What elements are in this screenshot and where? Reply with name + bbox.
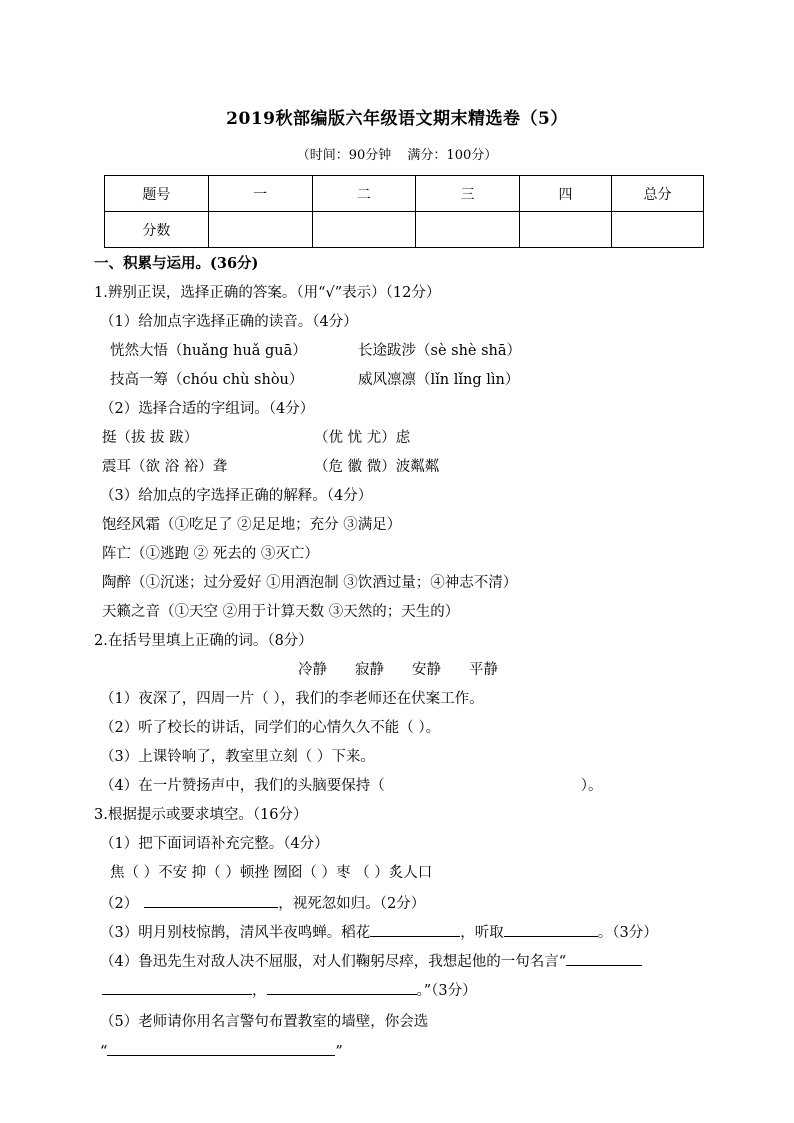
q3-part4-continued xyxy=(102,979,477,1001)
q2-sentence-1: （1）夜深了，四周一片（ ），我们的李老师还在伏案工作。 xyxy=(100,691,484,707)
score-cell[interactable] xyxy=(612,212,704,248)
answer-blank[interactable] xyxy=(107,1040,335,1056)
q1-title: 1.辨别正误，选择正确的答案。（用“√”表示）（12分） xyxy=(94,285,441,301)
q1-part1-title: （1）给加点字选择正确的读音。（4分） xyxy=(100,314,358,330)
word-bank-item: 安静 xyxy=(412,662,441,678)
q2-word-bank xyxy=(298,660,526,680)
time-limit: （时间：90分钟 xyxy=(296,148,392,163)
answer-blank[interactable] xyxy=(566,950,642,966)
open-quote: “ xyxy=(100,1044,108,1060)
q1-part3-item-c: 陶醉（①沉迷；过分爱好 ①用酒泡制 ③饮酒过量；④神志不清） xyxy=(102,575,518,591)
header-cell: 三 xyxy=(416,176,520,212)
q3-part4-comma: ， xyxy=(252,983,267,999)
full-score: 满分：100分） xyxy=(407,148,498,163)
q3-part4-score: 。”（3分） xyxy=(416,983,477,999)
q3-part5: （5）老师请你用名言警句布置教室的墙壁，你会选 xyxy=(100,1014,429,1030)
word-bank-item: 冷静 xyxy=(298,662,327,678)
q3-part3-text-2: ，听取 xyxy=(460,925,504,941)
q1-part1-item-c: 技高一筹（chóu chù shòu） xyxy=(110,372,304,388)
exam-subtitle xyxy=(0,144,794,163)
score-table xyxy=(104,175,704,248)
close-quote: ” xyxy=(335,1044,343,1060)
q1-part2-item-a: 挺（拔 拔 跋） xyxy=(102,430,199,446)
q1-part3-item-d: 天籁之音（①天空 ②用于计算天数 ③天然的；天生的） xyxy=(102,604,460,620)
q2-sentence-3: （3）上课铃响了，教室里立刻（ ）下来。 xyxy=(100,749,375,765)
q1-part2-item-c: 震耳（欲 浴 裕）聋 xyxy=(102,459,228,475)
q3-part4 xyxy=(100,950,642,972)
q3-part3-score: 。（3分） xyxy=(597,925,658,941)
q1-part3-item-a: 饱经风霜（①吃足了 ②足足地；充分 ③满足） xyxy=(102,517,402,533)
score-cell[interactable] xyxy=(312,212,416,248)
q3-part5-answer xyxy=(100,1040,343,1062)
q3-part3 xyxy=(100,921,658,943)
score-table-header-row xyxy=(105,176,704,212)
q1-part3-item-b: 阵亡（①逃跑 ② 死去的 ③灭亡） xyxy=(102,546,319,562)
answer-blank[interactable] xyxy=(370,921,460,937)
score-cell[interactable] xyxy=(520,212,612,248)
score-cell[interactable] xyxy=(416,212,520,248)
header-cell: 一 xyxy=(208,176,312,212)
exam-title: 2019秋部编版六年级语文期末精选卷（5） xyxy=(226,109,568,129)
q3-part4-text: （4）鲁迅先生对敌人决不屈服，对人们鞠躬尽瘁，我想起他的一句名言“ xyxy=(100,954,567,970)
header-cell: 二 xyxy=(312,176,416,212)
word-bank-item: 平静 xyxy=(469,662,498,678)
q3-part3-text: （3）明月别枝惊鹊，清风半夜鸣蝉。稻花 xyxy=(100,925,371,941)
q1-part1-item-a: 恍然大悟（huǎng huǎ guā） xyxy=(110,343,307,359)
q1-part2-item-b: （优 忧 尤）虑 xyxy=(314,430,411,446)
q3-part2 xyxy=(100,892,425,914)
q1-part2-item-d: （危 徽 微）波粼粼 xyxy=(314,459,440,475)
q2-title: 2.在括号里填上正确的词。（8分） xyxy=(94,633,313,649)
score-cell[interactable] xyxy=(208,212,312,248)
word-bank-item: 寂静 xyxy=(355,662,384,678)
q3-part2-text: ，视死忽如归。（2分） xyxy=(278,896,426,912)
section-heading: 一、积累与运用。(36分) xyxy=(94,255,259,272)
score-row-label: 分数 xyxy=(105,212,209,248)
answer-blank[interactable] xyxy=(504,921,598,937)
header-cell: 总分 xyxy=(612,176,704,212)
q1-part1-item-d: 威风凛凛（lǐn lǐng lìn） xyxy=(358,372,520,388)
score-table-score-row xyxy=(105,212,704,248)
q2-sentence-4 xyxy=(100,776,602,796)
q1-part3-title: （3）给加点的字选择正确的解释。（4分） xyxy=(100,488,373,504)
header-cell: 四 xyxy=(520,176,612,212)
q3-part1-items: 焦（ ）不安 抑（ ）顿挫 囫囵（ ）枣 （ ）炙人口 xyxy=(110,865,433,881)
q3-part1-title: （1）把下面词语补充完整。（4分） xyxy=(100,836,329,852)
q2-sentence-2: （2）听了校长的讲话，同学们的心情久久不能（ ）。 xyxy=(100,720,441,736)
answer-blank[interactable] xyxy=(144,892,278,908)
q3-part2-label: （2） xyxy=(100,896,139,912)
q3-title: 3.根据提示或要求填空。（16分） xyxy=(94,807,308,823)
answer-blank[interactable] xyxy=(267,979,417,995)
answer-blank[interactable] xyxy=(102,979,252,995)
q1-part2-title: （2）选择合适的字组词。（4分） xyxy=(100,401,315,417)
q2-sentence-4-end: ）。 xyxy=(580,778,603,794)
header-cell: 题号 xyxy=(105,176,209,212)
q1-part1-item-b: 长途跋涉（sè shè shā） xyxy=(358,343,522,359)
q2-sentence-4-start: （4）在一片赞扬声中，我们的头脑要保持（ xyxy=(100,778,385,794)
